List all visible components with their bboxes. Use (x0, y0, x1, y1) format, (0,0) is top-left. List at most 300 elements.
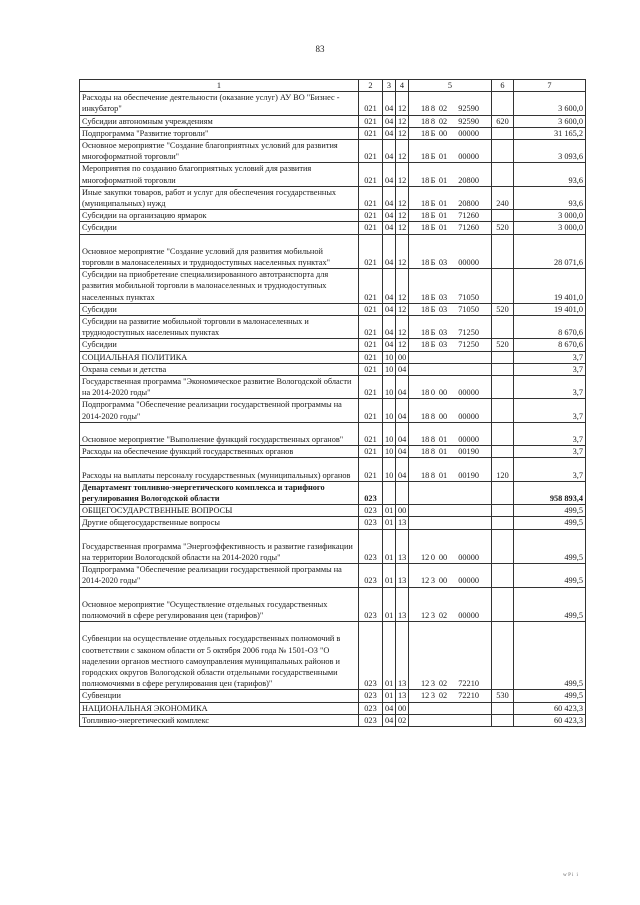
target-article-part: 92590 (458, 104, 479, 114)
target-article-cell (409, 316, 492, 339)
target-article-part: 03 (438, 258, 448, 268)
subsection-code-cell: 04 (396, 376, 409, 399)
amount-cell: 958 893,4 (514, 481, 586, 504)
expense-type-cell (492, 363, 514, 375)
subsection-code-cell: 12 (396, 186, 409, 209)
target-article-part: 03 (438, 292, 448, 302)
target-article-part: 03 (438, 340, 448, 350)
table-row (80, 210, 586, 222)
subsection-code-cell: 12 (396, 222, 409, 234)
target-article-part: 00000 (458, 152, 479, 162)
table-header-row (80, 80, 586, 92)
target-article-cell (409, 622, 492, 690)
header-cell: 1 (80, 80, 359, 92)
expense-type-cell (492, 127, 514, 139)
target-article-part: 00190 (458, 470, 479, 480)
row-name-cell: Расходы на обеспечение функций государственных органов (80, 446, 359, 458)
target-article-part: 00 (438, 553, 448, 563)
amount-cell: 499,5 (514, 517, 586, 529)
subsection-code-cell: 12 (396, 140, 409, 163)
expense-type-cell (492, 714, 514, 726)
subsection-code-cell: 13 (396, 587, 409, 622)
header-cell: 6 (492, 80, 514, 92)
section-code-cell: 04 (383, 316, 396, 339)
target-article-part: 18 (421, 340, 430, 350)
target-article-part: 3 (430, 691, 436, 701)
table-row (80, 316, 586, 339)
table-row (80, 140, 586, 163)
row-name-cell: Основное мероприятие "Создание условий для развития мобильной торговли в малонаселенных и труднодоступных населенных пунктах" (80, 234, 359, 269)
amount-cell: 3,7 (514, 422, 586, 445)
target-article-cell (409, 446, 492, 458)
amount-cell: 3,7 (514, 363, 586, 375)
section-code-cell: 04 (383, 92, 396, 115)
section-code-cell: 04 (383, 714, 396, 726)
target-article-part: 00000 (458, 258, 479, 268)
target-article-part: 12 (421, 553, 430, 563)
target-article-cell (409, 186, 492, 209)
header-cell: 3 (383, 80, 396, 92)
target-article-part: 71050 (458, 292, 479, 302)
ministry-code-cell: 023 (359, 702, 383, 714)
target-article-part: 92590 (458, 116, 479, 126)
subsection-code-cell: 13 (396, 622, 409, 690)
amount-cell: 499,5 (514, 622, 586, 690)
target-article-part: Б (430, 128, 436, 138)
target-article-part: 18 (421, 223, 430, 233)
target-article-part: Б (430, 199, 436, 209)
table-row (80, 399, 586, 422)
target-article-cell (409, 210, 492, 222)
expense-type-cell (492, 269, 514, 304)
table-row (80, 481, 586, 504)
ministry-code-cell: 021 (359, 222, 383, 234)
amount-cell: 3,7 (514, 399, 586, 422)
header-cell: 2 (359, 80, 383, 92)
amount-cell: 3 000,0 (514, 210, 586, 222)
target-article-cell (409, 690, 492, 702)
row-name-cell: Субсидии на приобретение специализированного автотранспорта для развития мобильной торговли в малонаселенных и труднодоступных населенных пунктах (80, 269, 359, 304)
subsection-code-cell: 12 (396, 92, 409, 115)
target-article-part: Б (430, 211, 436, 221)
target-article-cell (409, 140, 492, 163)
amount-cell: 499,5 (514, 587, 586, 622)
header-cell: 4 (396, 80, 409, 92)
subsection-code-cell: 12 (396, 163, 409, 186)
expense-type-cell (492, 622, 514, 690)
row-name-cell: Расходы на выплаты персоналу государственных (муниципальных) органов (80, 458, 359, 481)
table-row (80, 529, 586, 564)
section-code-cell: 04 (383, 303, 396, 315)
target-article-part: 18 (421, 128, 430, 138)
target-article-part: 18 (421, 328, 430, 338)
ministry-code-cell: 021 (359, 186, 383, 209)
target-article-cell (409, 481, 492, 504)
target-article-cell (409, 529, 492, 564)
target-article-part: 00000 (458, 553, 479, 563)
expense-type-cell: 530 (492, 690, 514, 702)
target-article-part: 18 (421, 447, 430, 457)
table-row (80, 222, 586, 234)
target-article-part: 12 (421, 679, 430, 689)
target-article-part: 00 (438, 411, 448, 421)
amount-cell: 60 423,3 (514, 702, 586, 714)
target-article-part: 18 (421, 388, 430, 398)
target-article-part: 18 (421, 199, 430, 209)
amount-cell: 499,5 (514, 690, 586, 702)
section-code-cell: 01 (383, 529, 396, 564)
ministry-code-cell: 021 (359, 115, 383, 127)
expense-type-cell (492, 446, 514, 458)
target-article-part: 3 (430, 679, 436, 689)
ministry-code-cell: 023 (359, 517, 383, 529)
target-article-part: 18 (421, 116, 430, 126)
target-article-part: 02 (438, 679, 448, 689)
target-article-cell (409, 505, 492, 517)
row-name-cell: Субвенции (80, 690, 359, 702)
row-name-cell: Субсидии (80, 303, 359, 315)
subsection-code-cell: 12 (396, 303, 409, 315)
table-row (80, 127, 586, 139)
row-name-cell: Мероприятия по созданию благоприятных условий для развития многоформатной торговли (80, 163, 359, 186)
target-article-part: 02 (438, 611, 448, 621)
expense-type-cell (492, 505, 514, 517)
ministry-code-cell: 023 (359, 714, 383, 726)
subsection-code-cell: 13 (396, 564, 409, 587)
target-article-part: 00 (438, 128, 448, 138)
target-article-part: 18 (421, 292, 430, 302)
amount-cell: 3 600,0 (514, 92, 586, 115)
amount-cell: 499,5 (514, 505, 586, 517)
target-article-cell (409, 702, 492, 714)
table-row (80, 564, 586, 587)
section-code-cell: 04 (383, 234, 396, 269)
target-article-cell (409, 351, 492, 363)
section-code-cell: 01 (383, 690, 396, 702)
target-article-part: 71260 (458, 223, 479, 233)
amount-cell: 60 423,3 (514, 714, 586, 726)
subsection-code-cell: 12 (396, 115, 409, 127)
target-article-cell (409, 422, 492, 445)
target-article-part: 00 (438, 576, 448, 586)
target-article-part: 00190 (458, 447, 479, 457)
table-row (80, 234, 586, 269)
row-name-cell: Государственная программа "Экономическое развитие Вологодской области на 2014-2020 годы" (80, 376, 359, 399)
ministry-code-cell: 021 (359, 163, 383, 186)
target-article-part: 0 (430, 553, 436, 563)
row-name-cell: Субсидии автономным учреждениям (80, 115, 359, 127)
target-article-part: 18 (421, 258, 430, 268)
row-name-cell: Субсидии на организацию ярмарок (80, 210, 359, 222)
ministry-code-cell: 021 (359, 422, 383, 445)
target-article-cell (409, 517, 492, 529)
amount-cell: 28 071,6 (514, 234, 586, 269)
row-name-cell: Субсидии (80, 339, 359, 351)
amount-cell: 3 600,0 (514, 115, 586, 127)
target-article-part: 00000 (458, 576, 479, 586)
expense-type-cell (492, 587, 514, 622)
ministry-code-cell: 021 (359, 303, 383, 315)
target-article-cell (409, 234, 492, 269)
target-article-part: 01 (438, 152, 448, 162)
row-name-cell: Топливно-энергетический комплекс (80, 714, 359, 726)
ministry-code-cell: 021 (359, 363, 383, 375)
expense-type-cell (492, 422, 514, 445)
row-name-cell: ОБЩЕГОСУДАРСТВЕННЫЕ ВОПРОСЫ (80, 505, 359, 517)
ministry-code-cell: 021 (359, 210, 383, 222)
subsection-code-cell (396, 481, 409, 504)
footer-mark: ⱳPi i (563, 873, 579, 878)
section-code-cell: 10 (383, 376, 396, 399)
target-article-part: 72210 (458, 679, 479, 689)
target-article-part: Б (430, 328, 436, 338)
ministry-code-cell: 021 (359, 140, 383, 163)
section-code-cell: 04 (383, 269, 396, 304)
target-article-part: 01 (438, 470, 448, 480)
ministry-code-cell: 021 (359, 269, 383, 304)
expense-type-cell (492, 210, 514, 222)
target-article-part: 00000 (458, 411, 479, 421)
section-code-cell (383, 481, 396, 504)
table-row (80, 690, 586, 702)
section-code-cell: 04 (383, 339, 396, 351)
target-article-cell (409, 714, 492, 726)
section-code-cell: 01 (383, 517, 396, 529)
amount-cell: 19 401,0 (514, 269, 586, 304)
expense-type-cell: 520 (492, 339, 514, 351)
section-code-cell: 04 (383, 140, 396, 163)
target-article-part: Б (430, 292, 436, 302)
table-row (80, 163, 586, 186)
target-article-part: 18 (421, 411, 430, 421)
target-article-part: 18 (421, 435, 430, 445)
target-article-part: 01 (438, 223, 448, 233)
amount-cell: 3,7 (514, 446, 586, 458)
subsection-code-cell: 00 (396, 702, 409, 714)
target-article-part: 01 (438, 447, 448, 457)
target-article-part: 00000 (458, 388, 479, 398)
section-code-cell: 10 (383, 458, 396, 481)
ministry-code-cell: 021 (359, 127, 383, 139)
row-name-cell: Субсидии (80, 222, 359, 234)
expense-type-cell (492, 399, 514, 422)
subsection-code-cell: 13 (396, 517, 409, 529)
subsection-code-cell: 04 (396, 446, 409, 458)
row-name-cell: Другие общегосударственные вопросы (80, 517, 359, 529)
section-code-cell: 01 (383, 564, 396, 587)
subsection-code-cell: 04 (396, 422, 409, 445)
target-article-part: 3 (430, 576, 436, 586)
target-article-part: 8 (430, 104, 436, 114)
subsection-code-cell: 13 (396, 529, 409, 564)
expense-type-cell (492, 481, 514, 504)
target-article-part: Б (430, 175, 436, 185)
row-name-cell: Субвенции на осуществление отдельных государственных полномочий в соответствии с законом области от 5 октября 2006 года № 1501-ОЗ "О наделении органов местного самоуправления муниципальных районов и городских округов Вологодской области отдельными государственными полномочиями в сфере регулирования цен (тарифов)" (80, 622, 359, 690)
ministry-code-cell: 023 (359, 690, 383, 702)
target-article-part: 00000 (458, 611, 479, 621)
target-article-part: Б (430, 258, 436, 268)
amount-cell: 3,7 (514, 351, 586, 363)
table-row (80, 339, 586, 351)
target-article-cell (409, 115, 492, 127)
target-article-part: 8 (430, 470, 436, 480)
table-row (80, 303, 586, 315)
target-article-part: 02 (438, 104, 448, 114)
ministry-code-cell: 021 (359, 351, 383, 363)
ministry-code-cell: 021 (359, 339, 383, 351)
expense-type-cell (492, 517, 514, 529)
ministry-code-cell: 021 (359, 446, 383, 458)
target-article-part: 18 (421, 470, 430, 480)
table-row (80, 622, 586, 690)
section-code-cell: 04 (383, 222, 396, 234)
target-article-part: 02 (438, 116, 448, 126)
subsection-code-cell: 12 (396, 234, 409, 269)
amount-cell: 3 000,0 (514, 222, 586, 234)
table-row (80, 351, 586, 363)
target-article-part: 72210 (458, 691, 479, 701)
row-name-cell: Подпрограмма "Обеспечение реализации государственной программы на 2014-2020 годы" (80, 399, 359, 422)
row-name-cell: Расходы на обеспечение деятельности (оказание услуг) АУ ВО "Бизнес - инкубатор" (80, 92, 359, 115)
subsection-code-cell: 00 (396, 351, 409, 363)
target-article-part: 3 (430, 611, 436, 621)
ministry-code-cell: 021 (359, 316, 383, 339)
target-article-cell (409, 376, 492, 399)
target-article-cell (409, 399, 492, 422)
target-article-cell (409, 269, 492, 304)
expense-type-cell: 520 (492, 222, 514, 234)
target-article-part: 8 (430, 116, 436, 126)
target-article-cell (409, 339, 492, 351)
ministry-code-cell: 023 (359, 622, 383, 690)
row-name-cell: Охрана семьи и детства (80, 363, 359, 375)
row-name-cell: Основное мероприятие "Осуществление отдельных государственных полномочий в сфере регулирования цен (тарифов)" (80, 587, 359, 622)
expense-type-cell (492, 376, 514, 399)
section-code-cell: 10 (383, 422, 396, 445)
expense-type-cell (492, 234, 514, 269)
expense-type-cell (492, 529, 514, 564)
target-article-part: 18 (421, 104, 430, 114)
target-article-cell (409, 92, 492, 115)
subsection-code-cell: 02 (396, 714, 409, 726)
target-article-cell (409, 303, 492, 315)
budget-table (79, 79, 586, 727)
table-row (80, 714, 586, 726)
expense-type-cell (492, 140, 514, 163)
subsection-code-cell: 12 (396, 316, 409, 339)
amount-cell: 8 670,6 (514, 339, 586, 351)
target-article-part: Б (430, 223, 436, 233)
amount-cell: 3 093,6 (514, 140, 586, 163)
amount-cell: 31 165,2 (514, 127, 586, 139)
expense-type-cell (492, 316, 514, 339)
target-article-part: 12 (421, 576, 430, 586)
ministry-code-cell: 021 (359, 458, 383, 481)
target-article-part: Б (430, 304, 436, 314)
amount-cell: 93,6 (514, 163, 586, 186)
expense-type-cell (492, 92, 514, 115)
section-code-cell: 01 (383, 505, 396, 517)
section-code-cell: 04 (383, 163, 396, 186)
target-article-cell (409, 587, 492, 622)
table-row (80, 92, 586, 115)
expense-type-cell: 520 (492, 303, 514, 315)
subsection-code-cell: 13 (396, 690, 409, 702)
row-name-cell: Государственная программа "Энергоэффективность и развитие газификации на территории Вологодской области на 2014-2020 годы" (80, 529, 359, 564)
amount-cell: 3,7 (514, 376, 586, 399)
section-code-cell: 04 (383, 186, 396, 209)
row-name-cell: Иные закупки товаров, работ и услуг для обеспечения государственных (муниципальных) нужд (80, 186, 359, 209)
subsection-code-cell: 12 (396, 127, 409, 139)
section-code-cell: 01 (383, 622, 396, 690)
target-article-part: Б (430, 340, 436, 350)
target-article-cell (409, 564, 492, 587)
expense-type-cell: 240 (492, 186, 514, 209)
expense-type-cell (492, 351, 514, 363)
target-article-cell (409, 458, 492, 481)
section-code-cell: 10 (383, 446, 396, 458)
target-article-part: 01 (438, 435, 448, 445)
target-article-part: 8 (430, 411, 436, 421)
section-code-cell: 10 (383, 351, 396, 363)
table-row (80, 376, 586, 399)
target-article-cell (409, 127, 492, 139)
target-article-part: 8 (430, 435, 436, 445)
target-article-part: 0 (430, 388, 436, 398)
table-row (80, 269, 586, 304)
ministry-code-cell: 023 (359, 481, 383, 504)
target-article-part: Б (430, 152, 436, 162)
target-article-part: 03 (438, 328, 448, 338)
target-article-part: 12 (421, 691, 430, 701)
target-article-cell (409, 222, 492, 234)
subsection-code-cell: 04 (396, 399, 409, 422)
target-article-cell (409, 163, 492, 186)
target-article-part: 71260 (458, 211, 479, 221)
target-article-part: 71250 (458, 340, 479, 350)
table-row (80, 363, 586, 375)
table-row (80, 186, 586, 209)
target-article-part: 03 (438, 304, 448, 314)
expense-type-cell (492, 564, 514, 587)
ministry-code-cell: 021 (359, 376, 383, 399)
subsection-code-cell: 12 (396, 210, 409, 222)
amount-cell: 3,7 (514, 458, 586, 481)
target-article-part: 00000 (458, 128, 479, 138)
target-article-part: 20800 (458, 199, 479, 209)
section-code-cell: 10 (383, 399, 396, 422)
target-article-part: 00000 (458, 435, 479, 445)
subsection-code-cell: 12 (396, 339, 409, 351)
expense-type-cell: 620 (492, 115, 514, 127)
section-code-cell: 04 (383, 210, 396, 222)
amount-cell: 93,6 (514, 186, 586, 209)
table-row (80, 458, 586, 481)
row-name-cell: Субсидии на развитие мобильной торговли в малонаселенных и труднодоступных населенных пунктах (80, 316, 359, 339)
expense-type-cell (492, 702, 514, 714)
target-article-cell (409, 363, 492, 375)
ministry-code-cell: 021 (359, 234, 383, 269)
subsection-code-cell: 12 (396, 269, 409, 304)
ministry-code-cell: 023 (359, 505, 383, 517)
expense-type-cell (492, 163, 514, 186)
target-article-part: 18 (421, 211, 430, 221)
ministry-code-cell: 021 (359, 92, 383, 115)
target-article-part: 18 (421, 152, 430, 162)
row-name-cell: Подпрограмма "Развитие торговли" (80, 127, 359, 139)
table-row (80, 422, 586, 445)
table-row (80, 446, 586, 458)
